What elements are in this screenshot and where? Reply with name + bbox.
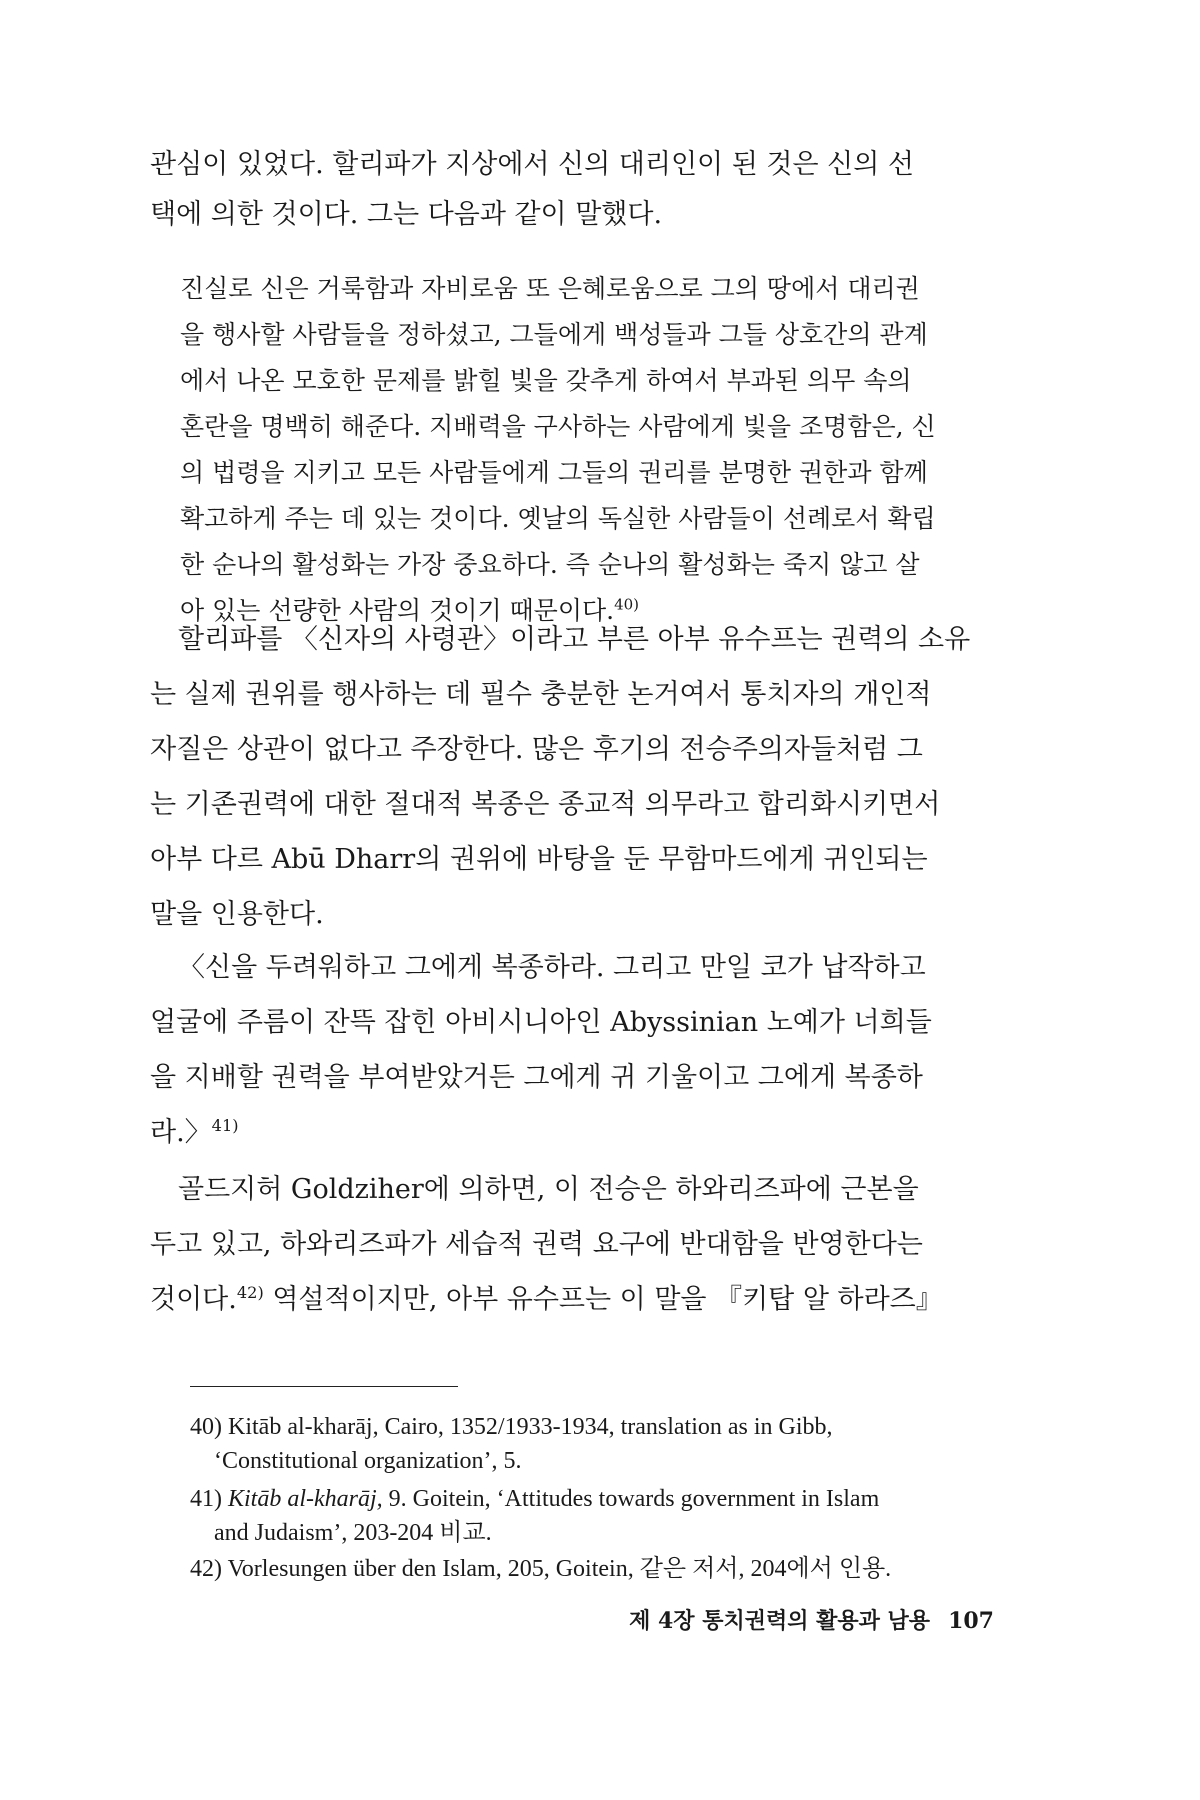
text-line: 에서 나온 모호한 문제를 밝힐 빛을 갖추게 하여서 부과된 의무 속의 — [180, 366, 912, 395]
text-line: 한 순나의 활성화는 가장 중요하다. 즉 순나의 활성화는 죽지 않고 살 — [180, 550, 920, 579]
footnote-number: 41) — [190, 1486, 222, 1512]
running-footer — [574, 1604, 994, 1635]
footnote-line: and Judaism’, 203-204 비교. — [214, 1520, 492, 1546]
text-line: 확고하게 주는 데 있는 것이다. 옛날의 독실한 사람들이 선례로서 확립 — [180, 504, 936, 533]
text-line: 아부 다르 Abū Dharr의 권위에 바탕을 둔 무함마드에게 귀인되는 — [150, 844, 928, 875]
paragraph-goldziher — [150, 1162, 1030, 1327]
text-line: 을 지배할 권력을 부여받았거든 그에게 귀 기울이고 그에게 복종하 — [150, 1062, 923, 1093]
text-line: 는 실제 권위를 행사하는 데 필수 충분한 논거여서 통치자의 개인적 — [150, 679, 932, 710]
footnote-text: 9. Goitein, ‘Attitudes towards government in Islam — [382, 1486, 880, 1512]
paragraph-hadith-quote — [150, 940, 1030, 1160]
paragraph-abu-yusuf — [150, 612, 1030, 942]
text-line: 는 기존권력에 대한 절대적 복종은 종교적 의무라고 합리화시키면서 — [150, 789, 941, 820]
text-segment: 아 있는 선량한 사람의 것이기 때문이다. — [180, 596, 615, 625]
footnote-ref-41: 41) — [211, 1116, 239, 1135]
footnote-42 — [190, 1552, 1030, 1586]
footnote-divider — [190, 1386, 458, 1387]
footnote-number: 42) — [190, 1556, 222, 1582]
text-line: 혼란을 명백히 해준다. 지배력을 구사하는 사람에게 빛을 조명함은, 신 — [180, 412, 936, 441]
text-segment: 것이다. — [150, 1284, 237, 1315]
footnote-41 — [190, 1482, 1030, 1550]
text-line: 의 법령을 지키고 모든 사람들에게 그들의 권리를 분명한 권한과 함께 — [180, 458, 928, 487]
text-segment: 라.〉 — [150, 1117, 212, 1148]
text-line: 자질은 상관이 없다고 주장한다. 많은 후기의 전승주의자들처럼 그 — [150, 734, 923, 765]
text-line: 을 행사할 사람들을 정하셨고, 그들에게 백성들과 그들 상호간의 관계 — [180, 320, 928, 349]
text-line: 말을 인용한다. — [150, 899, 324, 930]
text-line: 얼굴에 주름이 잔뜩 잡힌 아비시니아인 Abyssinian 노예가 너희들 — [150, 1007, 932, 1038]
block-quote — [180, 266, 1030, 634]
footnote-line — [190, 1552, 1030, 1586]
text-line: 관심이 있었다. 할리파가 지상에서 신의 대리인이 된 것은 신의 선 — [150, 149, 914, 180]
text-line — [150, 1272, 1030, 1327]
footnote-ref-40: 40) — [614, 595, 640, 614]
footnote-text: Kitāb al-kharāj, Cairo, 1352/1933-1934, translation as in Gibb, — [222, 1414, 833, 1440]
footnote-title: Kitāb al-kharāj, — [228, 1486, 383, 1512]
text-line: 〈신을 두려워하고 그에게 복종하라. 그리고 만일 코가 납작하고 — [178, 952, 926, 983]
footnote-number: 40) — [190, 1414, 222, 1440]
paragraph-intro — [150, 140, 1030, 240]
text-line: 골드지허 Goldziher에 의하면, 이 전승은 하와리즈파에 근본을 — [178, 1174, 919, 1205]
footnote-line — [190, 1482, 1030, 1516]
footnote-text: Vorlesungen über den Islam, 205, Goitein, 같은 저서, 204에서 인용. — [222, 1556, 892, 1582]
text-segment: 역설적이지만, 아부 유수프는 이 말을 『키탑 알 하라즈』 — [263, 1284, 943, 1315]
footnote-ref-42: 42) — [236, 1283, 264, 1302]
footnote-line — [190, 1410, 1030, 1444]
text-line: 진실로 신은 거룩함과 자비로움 또 은혜로움으로 그의 땅에서 대리권 — [180, 274, 920, 303]
chapter-title: 제 4장 통치권력의 활용과 남용 — [629, 1608, 931, 1634]
text-line — [150, 1105, 1030, 1160]
footnote-40 — [190, 1410, 1030, 1478]
text-line: 할리파를 〈신자의 사령관〉이라고 부른 아부 유수프는 권력의 소유 — [178, 624, 971, 655]
footnote-line: ‘Constitutional organization’, 5. — [214, 1448, 522, 1474]
page-number: 107 — [948, 1608, 994, 1634]
text-line: 택에 의한 것이다. 그는 다음과 같이 말했다. — [150, 199, 663, 230]
text-line: 두고 있고, 하와리즈파가 세습적 권력 요구에 반대함을 반영한다는 — [150, 1229, 923, 1260]
